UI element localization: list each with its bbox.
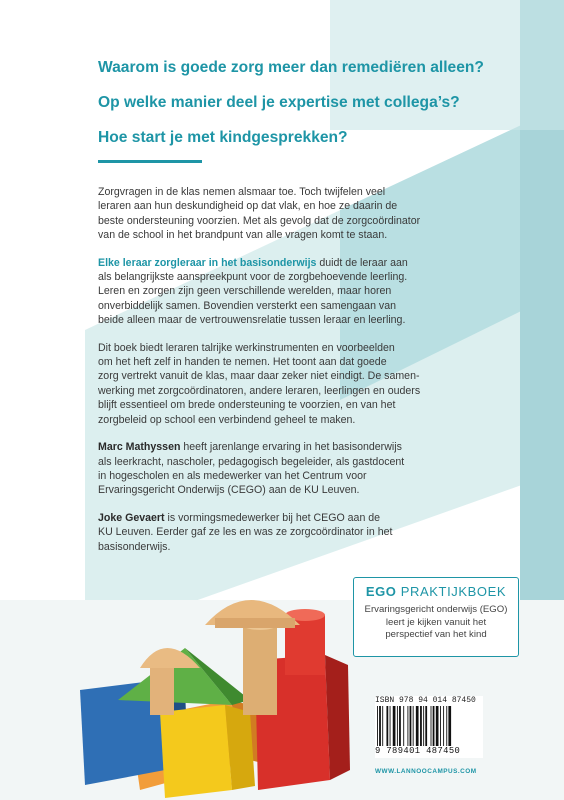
question-2: Op welke manier deel je expertise met collega’s? (98, 94, 460, 111)
barcode-bar (446, 706, 447, 746)
accent-rule (98, 160, 202, 163)
barcode (375, 706, 481, 746)
barcode-bar (448, 706, 451, 746)
barcode-bar (433, 706, 435, 746)
blurb-body (98, 185, 538, 567)
barcode-bar (379, 706, 381, 746)
question-1: Waarom is goede zorg meer dan remediëren alleen? (98, 59, 484, 76)
ego-series-badge (353, 577, 519, 657)
barcode-bar (431, 706, 432, 746)
block-wood-pillar-left (150, 660, 174, 715)
paragraph-book: Elke leraar zorgleraar in het basisonderwijs duidt de leraar aan als belangrijkste aanspreekpunt voor de zorgbehoevende leerling. Leren en zorgen zijn geen verschillende werelden, maar horen onverbiddelijk samen. Bovendien versterkt een samengaan van beide alleen maar de vertrouwensrelatie tussen leraar en leerling. (98, 256, 408, 327)
barcode-bar (403, 706, 404, 746)
author-1-name: Marc Mathyssen (98, 441, 181, 454)
barcode-bar (413, 706, 414, 746)
paragraph-content: Dit boek biedt leraren talrijke werkinstrumenten en voorbeelden om het heft zelf in handen te nemen. Het toont aan dat goede zorg vertrekt vanuit de klas, maar daar zeker niet eindigt. De samen- werking met zorgcoördinatoren, andere leraren, leerlingen en ouders blijft essentieel om brede ondersteuning te voorzien, en van het zorgbeleid op school een verbindend geheel te maken. (98, 341, 421, 426)
isbn-digits: 9 789401 487450 (375, 746, 461, 756)
barcode-bar (443, 706, 444, 746)
block-wood-cylinder (243, 625, 277, 715)
barcode-bar (420, 706, 422, 746)
barcode-bar (382, 706, 383, 746)
barcode-bar (416, 706, 419, 746)
question-3: Hoe start je met kindgesprekken? (98, 129, 348, 146)
barcode-bar (407, 706, 408, 746)
paragraph-author-2: Joke Gevaert is vormingsmedewerker bij het CEGO aan de KU Leuven. Eerder gaf ze les en was ze zorgcoördinator in het basisonderwijs. (98, 511, 393, 553)
isbn-label: ISBN 978 94 014 87450 (375, 696, 476, 705)
barcode-bar (436, 706, 439, 746)
barcode-bar (423, 706, 424, 746)
barcode-bar (440, 706, 441, 746)
block-yellow (160, 705, 232, 798)
paragraph-intro: Zorgvragen in de klas nemen alsmaar toe. Toch twijfelen veel leraren aan hun deskundigheid op dat vlak, en hoe ze daarin de beste ondersteuning voorzien. Met als gevolg dat de zorgcoördinator van de school in het brandpunt van alle vragen komt te staan. (98, 186, 421, 242)
barcode-bar (425, 706, 427, 746)
ego-description: Ervaringsgericht onderwijs (EGO) leert je kijken vanuit het perspectief van het kind (364, 604, 508, 641)
barcode-bar (390, 706, 391, 746)
question-list (98, 58, 538, 163)
barcode-bar (410, 706, 412, 746)
paragraph-author-1: Marc Mathyssen heeft jarenlange ervaring in het basisonderwijs als leerkracht, nascholer, pedagogisch begeleider, als gastdocent in hogescholen en als medewerker van het Centrum voor Ervaringsgericht Onderwijs (CEGO) aan de KU Leuven. (98, 441, 405, 497)
author-2-name: Joke Gevaert (98, 511, 165, 524)
barcode-bar (399, 706, 401, 746)
barcode-bar (386, 706, 388, 746)
ego-title: EGO PRAKTIJKBOEK (365, 584, 507, 599)
publisher-url: WWW.LANNOOCAMPUS.COM (375, 768, 477, 775)
book-title: Elke leraar zorgleraar in het basisonderwijs (98, 256, 317, 269)
barcode-bar (393, 706, 396, 746)
isbn-barcode-block (375, 696, 483, 758)
barcode-bar (377, 706, 378, 746)
barcode-bar (397, 706, 398, 746)
